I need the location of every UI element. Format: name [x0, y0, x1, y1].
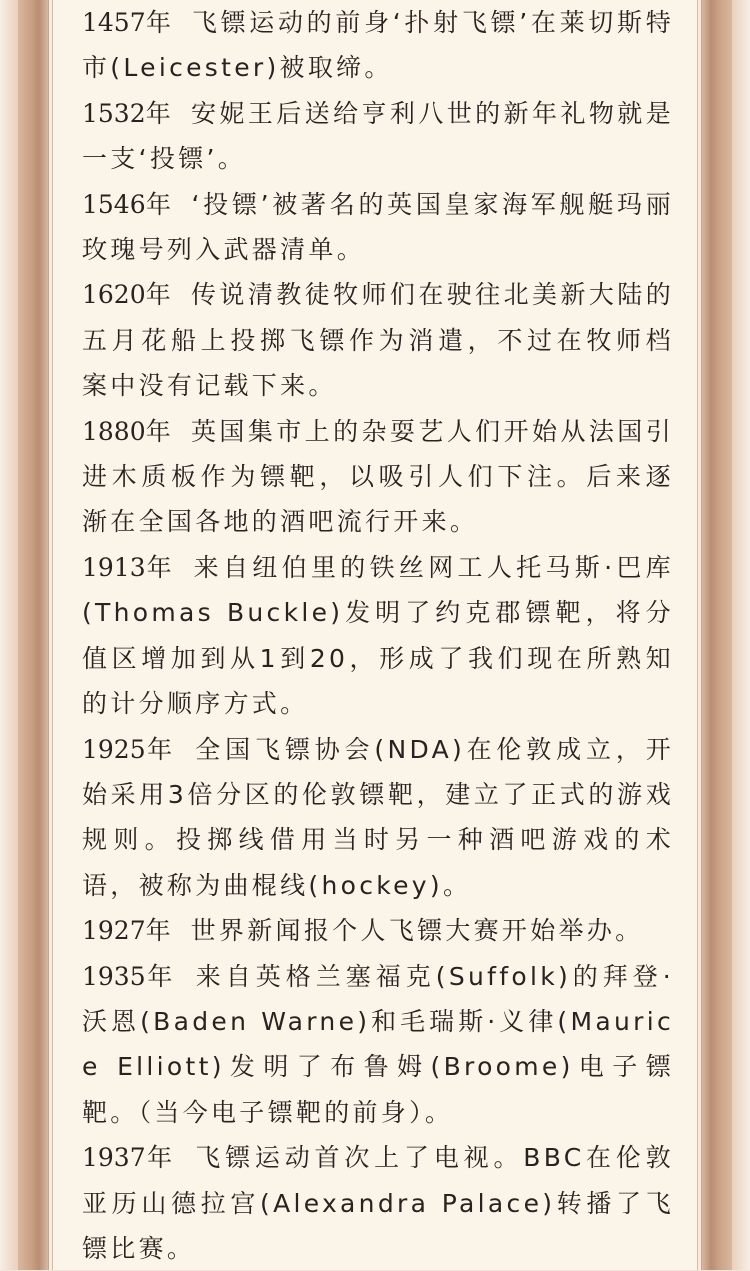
timeline-entry-1880 — [82, 409, 674, 545]
entry-text: 英国集市上的杂耍艺人们开始从法国引进木质板作为镖靶，以吸引人们下注。后来逐渐在全国各地的酒吧流行开来。 — [82, 416, 675, 537]
timeline-entry-1457 — [82, 0, 674, 91]
entry-year: 1913年 — [82, 552, 173, 582]
entry-year: 1935年 — [82, 961, 175, 991]
timeline-entry-1937 — [82, 1135, 674, 1271]
entry-text: 全国飞镖协会(NDA)在伦敦成立，开始采用3倍分区的伦敦镖靶，建立了正式的游戏规则。投掷线借用当时另一种酒吧游戏的术语，被称为曲棍线(hockey)。 — [82, 734, 674, 900]
timeline-entry-1913 — [82, 545, 674, 727]
timeline-entry-1935 — [82, 954, 674, 1136]
timeline-entry-1532 — [82, 91, 674, 182]
entry-year: 1925年 — [82, 734, 174, 764]
right-border-edge — [732, 0, 750, 1270]
entry-year: 1546年 — [82, 189, 172, 219]
entry-text: 来自纽伯里的铁丝网工人托马斯·巴库(Thomas Buckle)发明了约克郡镖靶，将分值区增加到从1到20，形成了我们现在所熟知的计分顺序方式。 — [82, 552, 674, 719]
entry-text: 世界新闻报个人飞镖大赛开始举办。 — [190, 916, 644, 946]
entry-text: ‘投镖’被著名的英国皇家海军舰艇玛丽玫瑰号列入武器清单。 — [82, 189, 675, 265]
timeline-entry-1546 — [82, 182, 674, 273]
entry-year: 1927年 — [82, 916, 171, 946]
timeline-entry-1925 — [82, 727, 674, 909]
entry-text: 安妮王后送给亨利八世的新年礼物就是一支‘投镖’。 — [82, 98, 675, 174]
right-border-bar — [702, 0, 732, 1270]
entry-year: 1620年 — [82, 280, 171, 310]
left-border-bar — [18, 0, 48, 1270]
entry-text: 飞镖运动的前身‘扑射飞镖’在莱切斯特市(Leicester)被取缔。 — [82, 8, 675, 83]
timeline-entry-1620 — [82, 272, 674, 408]
entry-year: 1937年 — [82, 1143, 174, 1173]
entry-text: 传说清教徒牧师们在驶往北美新大陆的五月花船上投掷飞镖作为消遣，不过在牧师档案中没有记载下来。 — [82, 280, 675, 401]
timeline-text — [82, 0, 674, 1271]
entry-text: 来自英格兰塞福克(Suffolk)的拜登·沃恩(Baden Warne)和毛瑞斯·义律(Maurice Elliott)发明了布鲁姆(Broome)电子镖靶。（当今电子镖靶的前身）。 — [82, 961, 675, 1127]
left-border-edge — [0, 0, 18, 1270]
entry-text: 飞镖运动首次上了电视。BBC在伦敦亚历山德拉宫(Alexandra Palace)转播了飞镖比赛。 — [82, 1143, 675, 1263]
entry-year: 1457年 — [82, 8, 172, 37]
timeline-entry-1927 — [82, 908, 674, 953]
entry-year: 1880年 — [82, 416, 171, 446]
entry-year: 1532年 — [82, 98, 171, 128]
